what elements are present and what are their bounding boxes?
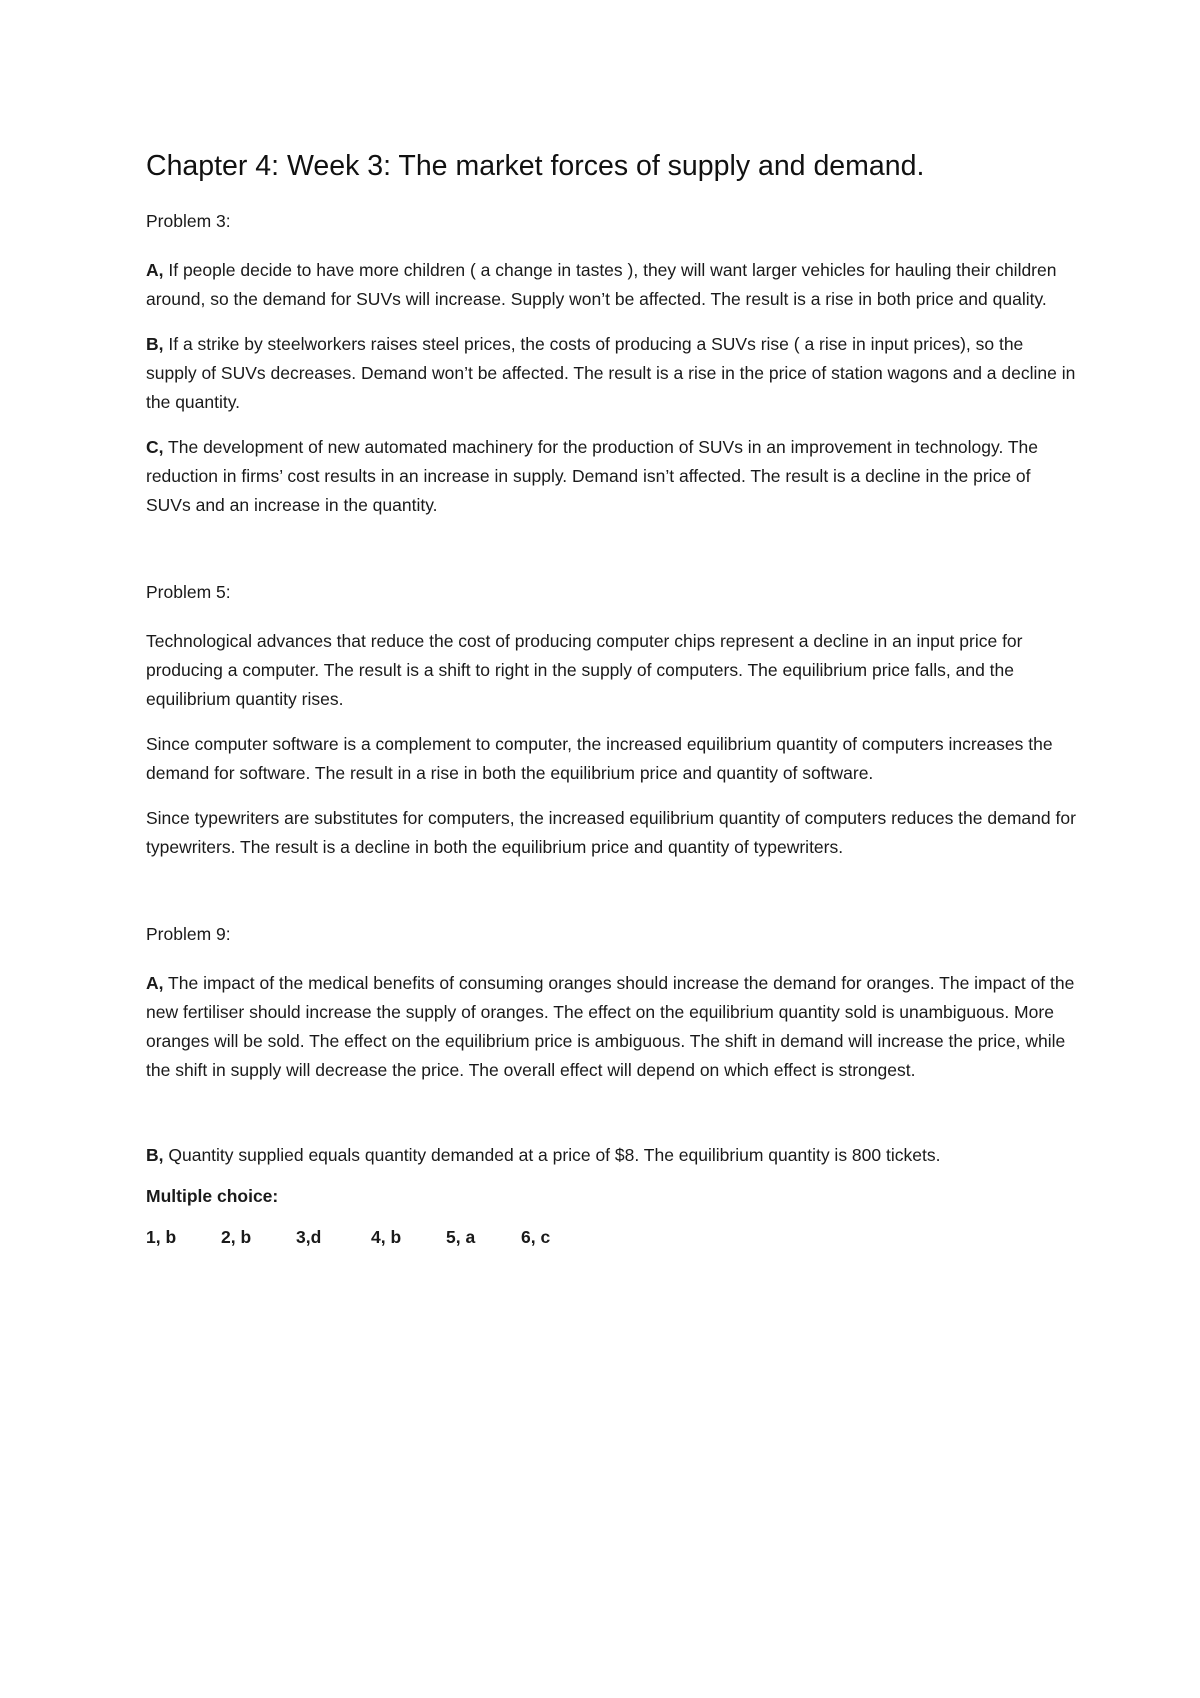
part-text: The development of new automated machinery for the production of SUVs in an improvement in technology. The reduction in firms’ cost results in an increase in supply. Demand isn’t affected. The result is a decline in the price of SUVs and an increase in the quantity. bbox=[146, 437, 1039, 515]
problem-3-part-c bbox=[146, 433, 1076, 520]
part-text: The impact of the medical benefits of consuming oranges should increase the demand for oranges. The impact of the new fertiliser should increase the supply of oranges. The effect on the equilibrium quantity sold is unambiguous. More oranges will be sold. The effect on the equilibrium price is ambiguous. The shift in demand will increase the price, while the shift in supply will decrease the price. The overall effect will depend on which effect is strongest. bbox=[146, 973, 1075, 1080]
problem-5-paragraph-3: Since typewriters are substitutes for computers, the increased equilibrium quantity of computers reduces the demand for typewriters. The result is a decline in both the equilibrium price and quantity of typewriters. bbox=[146, 808, 1076, 857]
part-label: A, bbox=[146, 973, 164, 993]
answer-item: 1, b bbox=[146, 1227, 177, 1247]
part-label: A, bbox=[146, 260, 164, 280]
problem-5-paragraph-2: Since computer software is a complement to computer, the increased equilibrium quantity of computers increases the demand for software. The result in a rise in both the equilibrium price and quantity of software. bbox=[146, 734, 1053, 783]
problem-5-heading: Problem 5: bbox=[146, 582, 231, 602]
problem-3-heading: Problem 3: bbox=[146, 211, 231, 231]
problem-5-paragraph-1: Technological advances that reduce the cost of producing computer chips represent a decline in an input price for producing a computer. The result is a shift to right in the supply of computers. The equilibrium price falls, and the equilibrium quantity rises. bbox=[146, 631, 1023, 709]
problem-9-part-b bbox=[146, 1141, 1076, 1170]
problem-3-part-b bbox=[146, 330, 1076, 417]
answer-item: 6, c bbox=[521, 1227, 551, 1247]
part-label: C, bbox=[146, 437, 164, 457]
part-label: B, bbox=[146, 1145, 164, 1165]
document-page bbox=[146, 150, 1076, 1248]
problem-9-part-a bbox=[146, 969, 1076, 1085]
multiple-choice-heading: Multiple choice: bbox=[146, 1186, 279, 1206]
part-text: Quantity supplied equals quantity demanded at a price of $8. The equilibrium quantity is 800 tickets. bbox=[163, 1145, 941, 1165]
problem-9-heading: Problem 9: bbox=[146, 924, 231, 944]
answer-item: 4, b bbox=[371, 1227, 402, 1247]
part-text: If a strike by steelworkers raises steel prices, the costs of producing a SUVs rise ( a rise in input prices), so the supply of SUVs decreases. Demand won’t be affected. The result is a rise in the price of station wagons and a decline in the quantity. bbox=[146, 334, 1076, 412]
answer-item: 3,d bbox=[296, 1227, 322, 1247]
part-label: B, bbox=[146, 334, 164, 354]
answer-item: 5, a bbox=[446, 1227, 476, 1247]
answer-item: 2, b bbox=[221, 1227, 252, 1247]
multiple-choice-answers bbox=[146, 1227, 1076, 1248]
part-text: If people decide to have more children ( a change in tastes ), they will want larger vehicles for hauling their children around, so the demand for SUVs will increase. Supply won’t be affected. The result is a rise in both price and quality. bbox=[146, 260, 1057, 309]
problem-3-part-a bbox=[146, 256, 1076, 314]
document-title: Chapter 4: Week 3: The market forces of supply and demand. bbox=[146, 150, 925, 182]
